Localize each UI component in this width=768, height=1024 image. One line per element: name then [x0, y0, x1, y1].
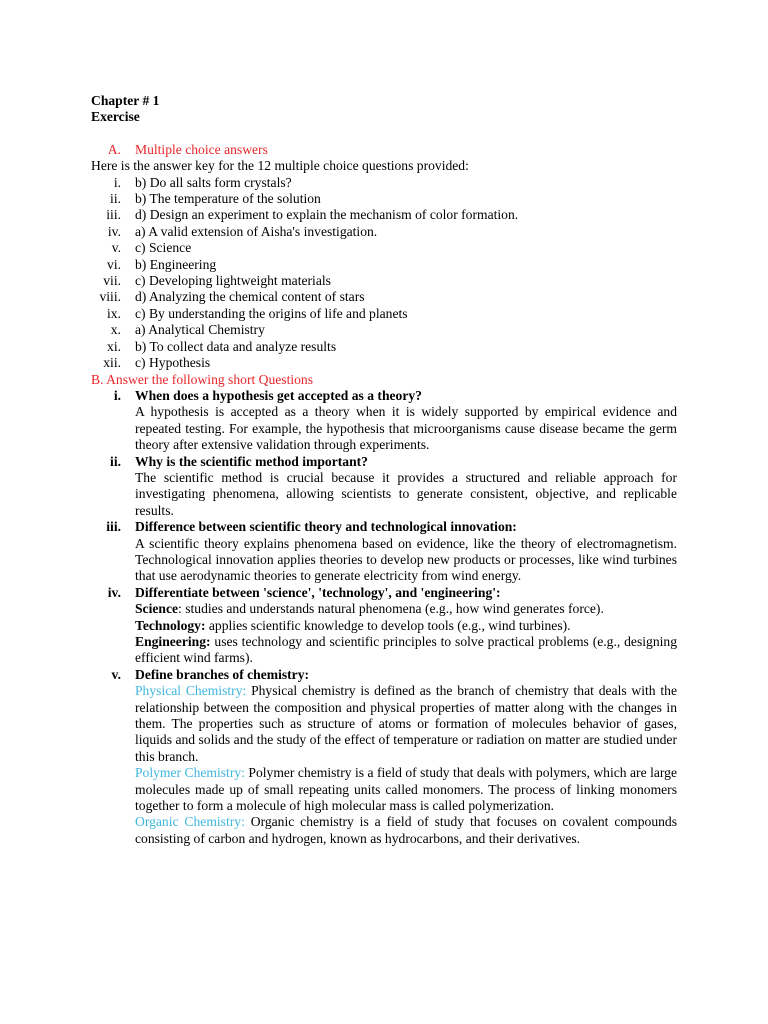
- answer-item: [91, 306, 677, 322]
- science-label: Science: [135, 601, 179, 617]
- question-text: When does a hypothesis get accepted as a theory?: [135, 387, 422, 403]
- organic-chemistry-text: Organic chemistry is a field of study that focuses on covalent compounds consisting of carbon and hydrogen, known as hydrocarbons, and their derivatives.: [135, 814, 677, 846]
- technology-label: Technology:: [135, 617, 206, 633]
- question-text: Define branches of chemistry:: [135, 666, 310, 682]
- answer-text: c) Hypothesis: [135, 355, 211, 371]
- answer-item: [91, 224, 677, 240]
- answer-item: [91, 339, 677, 355]
- question-text: Differentiate between 'science', 'technology', and 'engineering':: [135, 584, 501, 600]
- physical-chemistry-definition: [135, 683, 677, 765]
- question-answer: A scientific theory explains phenomena based on evidence, like the theory of electromagnetism. Technological innovation applies theories to develop new products or processes, like wind turbines that use aerodynamic theories to generate electricity from wind energy.: [135, 535, 677, 584]
- answer-item: [91, 175, 677, 191]
- technology-text: applies scientific knowledge to develop tools (e.g., wind turbines).: [205, 617, 571, 633]
- question-number: v.: [111, 666, 121, 682]
- question-text: Why is the scientific method important?: [135, 453, 368, 469]
- science-text: : studies and understands natural phenomena (e.g., how wind generates force).: [178, 601, 604, 617]
- exercise-heading: Exercise: [91, 109, 140, 125]
- answer-item: [91, 191, 677, 207]
- answer-number: x.: [110, 322, 121, 338]
- answer-text: a) A valid extension of Aisha's investigation.: [135, 223, 378, 239]
- polymer-chemistry-definition: [135, 765, 677, 814]
- answer-text: b) The temperature of the solution: [135, 191, 321, 207]
- answer-number: ix.: [107, 305, 121, 321]
- question-number: iii.: [106, 519, 121, 535]
- question-item: [91, 667, 677, 683]
- science-definition: [135, 601, 677, 617]
- section-a-letter: A.: [107, 141, 121, 157]
- question-number: iv.: [107, 584, 121, 600]
- answer-number: v.: [111, 240, 121, 256]
- answer-text: b) Engineering: [135, 256, 217, 272]
- polymer-chemistry-text: Polymer chemistry is a field of study that deals with polymers, which are large molecules made up of small repeating units called monomers. The process of linking monomers together to form a molecule of high molecular mass is called polymerization.: [135, 765, 677, 814]
- section-a-title: Multiple choice answers: [135, 141, 268, 157]
- answer-text: c) Science: [135, 240, 192, 256]
- answer-number: i.: [113, 174, 121, 190]
- organic-chemistry-definition: [135, 814, 677, 847]
- section-b-heading: B. Answer the following short Questions: [91, 371, 314, 387]
- answer-item: [91, 322, 677, 338]
- answer-number: viii.: [99, 289, 121, 305]
- chapter-heading: Chapter # 1: [91, 93, 160, 108]
- answer-item: [91, 289, 677, 305]
- question-item: [91, 585, 677, 601]
- answer-number: vi.: [107, 256, 121, 272]
- answer-number: iii.: [106, 207, 121, 223]
- engineering-text: uses technology and scientific principles to solve practical problems (e.g., designing efficient wind farms).: [135, 634, 677, 666]
- engineering-definition: [135, 634, 677, 667]
- answer-number: ii.: [110, 191, 121, 207]
- answer-text: d) Analyzing the chemical content of stars: [135, 289, 365, 305]
- organic-chemistry-label: Organic Chemistry:: [135, 814, 245, 830]
- answer-text: d) Design an experiment to explain the mechanism of color formation.: [135, 207, 519, 223]
- answer-number: xii.: [103, 355, 121, 371]
- section-a-heading: [91, 142, 677, 158]
- answer-text: c) Developing lightweight materials: [135, 273, 331, 289]
- answer-text: c) By understanding the origins of life and planets: [135, 305, 408, 321]
- technology-definition: [135, 618, 677, 634]
- answer-number: xi.: [107, 338, 121, 354]
- polymer-chemistry-label: Polymer Chemistry:: [135, 765, 245, 781]
- answer-item: [91, 240, 677, 256]
- answer-text: b) Do all salts form crystals?: [135, 174, 292, 190]
- engineering-label: Engineering:: [135, 634, 211, 649]
- question-answer: A hypothesis is accepted as a theory when it is widely supported by empirical evidence and repeated testing. For example, the hypothesis that microorganisms cause disease became the germ theory after extensive validation through experiments.: [135, 404, 677, 453]
- answer-item: [91, 257, 677, 273]
- answer-list: [91, 175, 677, 372]
- section-a-intro: Here is the answer key for the 12 multiple choice questions provided:: [91, 158, 469, 174]
- question-item: [91, 388, 677, 404]
- question-number: ii.: [110, 453, 121, 469]
- answer-text: a) Analytical Chemistry: [135, 322, 265, 338]
- physical-chemistry-text: Physical chemistry is defined as the branch of chemistry that deals with the relationship between the composition and physical properties of matter along with the changes in them. The properties such as structure of atoms or formation of molecules behavior of gases, liquids and solids and the study of the effect of temperature or radiation on matter are studied under this branch.: [135, 683, 677, 764]
- physical-chemistry-label: Physical Chemistry:: [135, 683, 247, 699]
- answer-item: [91, 273, 677, 289]
- question-answer: The scientific method is crucial because it provides a structured and reliable approach for investigating phenomena, allowing scientists to generate consistent, objective, and replicable results.: [135, 469, 677, 518]
- answer-number: iv.: [107, 223, 121, 239]
- question-number: i.: [113, 387, 121, 403]
- question-item: [91, 454, 677, 470]
- answer-number: vii.: [103, 273, 121, 289]
- answer-item: [91, 207, 677, 223]
- question-text: Difference between scientific theory and technological innovation:: [135, 519, 517, 535]
- answer-text: b) To collect data and analyze results: [135, 338, 337, 354]
- document-content: [91, 93, 677, 847]
- question-item: [91, 519, 677, 535]
- answer-item: [91, 355, 677, 371]
